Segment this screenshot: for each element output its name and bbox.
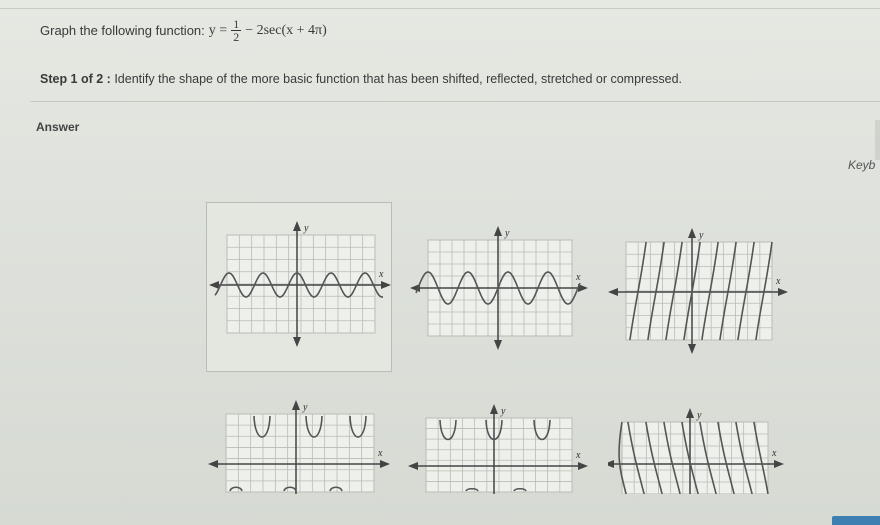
question-label: Graph the following function: [40,23,205,38]
keyboard-link[interactable]: Keyb [848,158,876,172]
graph-option-2[interactable] [408,220,592,360]
x-axis-arrow-right [381,281,391,289]
step-instruction [40,72,682,86]
graph-option-5-plot [402,398,592,494]
x-axis-label: x [576,272,581,283]
y-axis-arrow-down [293,337,301,347]
y-axis-arrow-up [490,404,498,414]
formula-rest: − 2sec(x + 4π) [245,22,327,38]
side-panel-edge [875,120,880,160]
formula-lhs: y = [208,22,228,38]
x-axis-label: x [378,448,383,459]
y-axis-arrow-down [688,344,696,354]
x-axis-arrow-left [608,460,614,468]
graph-option-5[interactable] [402,398,592,494]
formula-fraction [231,18,241,43]
step-text: Identify the shape of the more basic function that has been shifted, reflected, stretched or compressed. [114,72,683,86]
x-axis-arrow-right [774,460,784,468]
y-axis-label: y [501,406,506,417]
x-axis-arrow-left [209,281,219,289]
fraction-numerator: 1 [233,17,240,31]
x-axis-arrow-left [408,462,418,470]
x-axis-arrow-right [380,460,390,468]
step-prefix: Step 1 of 2 : [40,72,111,86]
y-axis-arrow-up [292,400,300,410]
y-axis-arrow-up [686,408,694,418]
x-axis-label: x [776,276,781,287]
function-formula [209,18,327,43]
graph-option-3[interactable] [608,222,792,362]
graph-option-6[interactable] [608,402,792,494]
question-prompt [40,18,327,43]
x-axis-arrow-left [208,460,218,468]
y-axis-label: y [697,410,702,421]
y-axis-label: y [303,402,308,413]
x-axis-label: x [772,448,777,459]
graph-option-3-plot [608,222,792,362]
graph-option-4[interactable] [206,394,390,494]
y-axis-label: y [699,230,704,241]
graph-option-2-plot [408,220,592,360]
y-axis-arrow-down [494,340,502,350]
graph-option-4-plot [206,394,390,494]
x-axis-arrow-right [578,462,588,470]
answer-label: Answer [36,120,80,134]
section-divider [30,101,880,102]
graph-option-1-plot [207,203,391,371]
submit-button[interactable] [832,516,880,525]
x-axis-arrow-right [778,288,788,296]
y-axis-arrow-up [688,228,696,238]
graph-option-6-plot [608,402,792,494]
y-axis-label: y [304,223,309,234]
y-axis-arrow-up [494,226,502,236]
graph-option-1[interactable] [206,202,392,372]
top-divider [0,8,880,9]
y-axis-label: y [505,228,510,239]
fraction-denominator: 2 [233,30,240,44]
y-axis-arrow-up [293,221,301,231]
x-axis-arrow-left [608,288,618,296]
x-axis-label: x [576,450,581,461]
x-axis-label: x [379,269,384,280]
